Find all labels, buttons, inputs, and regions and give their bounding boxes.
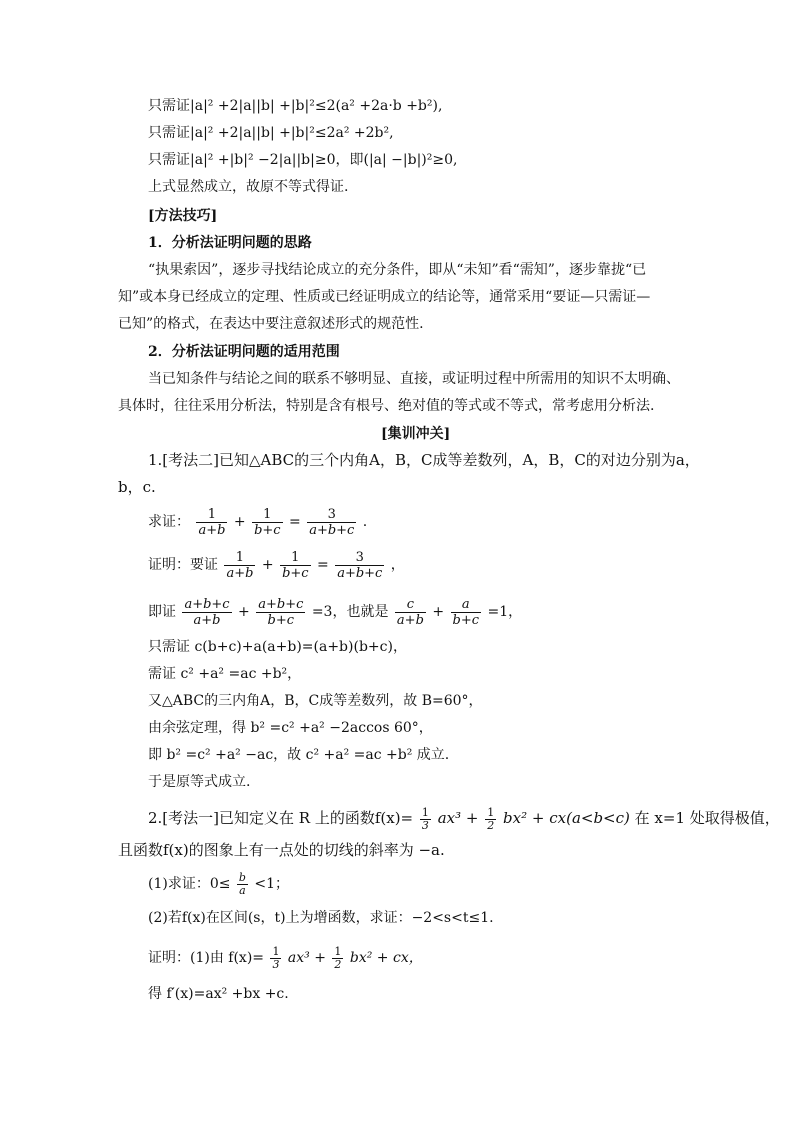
- goal-label: 求证：: [148, 514, 190, 530]
- problem-1-line-2: b，c.: [118, 478, 156, 496]
- term-bx2-cx: bx² + cx(a<b<c): [503, 809, 630, 827]
- part-1-label: (1)求证：0≤: [148, 876, 231, 892]
- proof-line-1: 只需证|a|² +2|a||b| +|b|²≤2(a² +2a·b +b²),: [148, 98, 443, 114]
- method-text-1c: 已知”的格式，在表达中要注意叙述形式的规范性.: [118, 316, 424, 332]
- fraction-1-over-3: $\frac{1}{3}$: [272, 944, 280, 971]
- part-1-end: <1；: [254, 876, 290, 892]
- fraction-b-over-a: $\frac{b}{a}$: [238, 870, 246, 897]
- method-heading-2: 2．分析法证明问题的适用范围: [148, 344, 340, 360]
- fraction-3-over-a-b-c: $\frac{3}{a+b+c}$: [309, 506, 355, 538]
- problem-2-part-1: [148, 864, 289, 904]
- proof-1-line-cosine: 由余弦定理，得 b² =c² +a² −2accos 60°，: [148, 720, 433, 736]
- proof-label: 证明：要证: [148, 557, 218, 573]
- equivalent-label: 即证: [148, 604, 176, 620]
- proof-line-4: 上式显然成立，故原不等式得证.: [148, 179, 349, 195]
- method-text-2a: 当已知条件与结论之间的联系不够明显、直接，或证明过程中所需用的知识不太明确、: [148, 371, 680, 387]
- equivalent-end: =1，: [487, 604, 523, 620]
- proof-line-3: 只需证|a|² +|b|² −2|a||b|≥0，即(|a| −|b|)²≥0,: [148, 152, 458, 168]
- problem-2-intro-end: 在 x=1 处取得极值，: [634, 809, 780, 827]
- problem-2-intro: 2.[考法一]已知定义在 R 上的函数f(x)=: [148, 809, 414, 827]
- problem-2-part-2: (2)若f(x)在区间(s，t)上为增函数，求证：−2<s<t≤1.: [148, 910, 494, 926]
- fraction-abc-over-a-plus-b: $\frac{a+b+c}{a+b}$: [184, 596, 230, 628]
- plus-sign: +: [233, 514, 246, 530]
- proof-1-line-conclude: 即 b² =c² +a² −ac，故 c² +a² =ac +b² 成立.: [148, 747, 450, 763]
- section-heading-method: [方法技巧]: [148, 208, 218, 224]
- fraction-1-over-b-plus-c: $\frac{1}{b+c}$: [254, 506, 281, 538]
- proof-2-start: [148, 938, 423, 978]
- proof-line-2: 只需证|a|² +2|a||b| +|b|²≤2a² +2b²,: [148, 125, 394, 141]
- proof-1-start: [148, 545, 405, 585]
- plus-sign: +: [432, 604, 445, 620]
- plus-sign: +: [238, 604, 250, 620]
- proof-1-line-need: 只需证 c(b+c)+a(a+b)=(a+b)(b+c)，: [148, 639, 407, 655]
- fraction-1-over-a-plus-b: $\frac{1}{a+b}$: [198, 506, 226, 538]
- problem-2-line-1: [148, 798, 780, 838]
- fraction-3-over-a-b-c: $\frac{3}{a+b+c}$: [337, 549, 383, 581]
- equivalent-mid: =3，也就是: [311, 604, 389, 620]
- fraction-a-over-b-plus-c: $\frac{a}{b+c}$: [452, 596, 480, 628]
- method-text-1b: 知”或本身已经成立的定理、性质或已经证明成立的结论等，通常采用“要证—只需证—: [118, 289, 651, 305]
- term-ax3: ax³: [287, 950, 310, 966]
- term-bx2-cx: bx² + cx，: [349, 950, 423, 966]
- proof-2-label: 证明：(1)由 f(x)=: [148, 950, 265, 966]
- fraction-1-over-2: $\frac{1}{2}$: [487, 805, 495, 832]
- plus-sign: +: [314, 950, 326, 966]
- proof-1-line-need2: 需证 c² +a² =ac +b²，: [148, 666, 302, 682]
- method-text-1a: “执果索因”，逐步寻找结论成立的充分条件，即从“未知”看“需知”，逐步靠拢“已: [148, 262, 647, 278]
- method-text-2b: 具体时，往往采用分析法，特别是含有根号、绝对值的等式或不等式，常考虑用分析法.: [118, 398, 655, 414]
- proof-2-derivative: 得 f′(x)=ax² +bx +c.: [148, 986, 289, 1002]
- method-heading-1: 1．分析法证明问题的思路: [148, 235, 312, 251]
- fraction-abc-over-b-plus-c: $\frac{a+b+c}{b+c}$: [258, 596, 304, 628]
- plus-sign: +: [261, 557, 274, 573]
- proof-1-line-final: 于是原等式成立.: [148, 774, 251, 790]
- fraction-1-over-3: $\frac{1}{3}$: [421, 805, 429, 832]
- problem-1-line-1: 1.[考法二]已知△ABC的三个内角A，B，C成等差数列，A，B，C的对边分别为a，: [148, 451, 700, 469]
- fraction-1-over-2: $\frac{1}{2}$: [334, 944, 342, 971]
- proof-1-equivalent: [148, 592, 522, 632]
- fraction-1-over-a-plus-b: $\frac{1}{a+b}$: [226, 549, 254, 581]
- plus-sign: +: [465, 809, 479, 827]
- comma: ，: [390, 557, 405, 573]
- problem-2-line-2: 且函数f(x)的图象上有一点处的切线的斜率为 −a.: [118, 841, 445, 859]
- section-heading-practice: [集训冲关]: [381, 426, 451, 442]
- equals-sign: =: [317, 557, 329, 573]
- fraction-1-over-b-plus-c: $\frac{1}{b+c}$: [282, 549, 309, 581]
- fraction-c-over-a-plus-b: $\frac{c}{a+b}$: [396, 596, 424, 628]
- problem-1-goal: [148, 502, 367, 542]
- term-ax3: ax³: [437, 809, 462, 827]
- proof-1-line-arith: 又△ABC的三内角A，B，C成等差数列，故 B=60°，: [148, 693, 483, 709]
- equals-sign: =: [289, 514, 301, 530]
- period: .: [362, 514, 368, 530]
